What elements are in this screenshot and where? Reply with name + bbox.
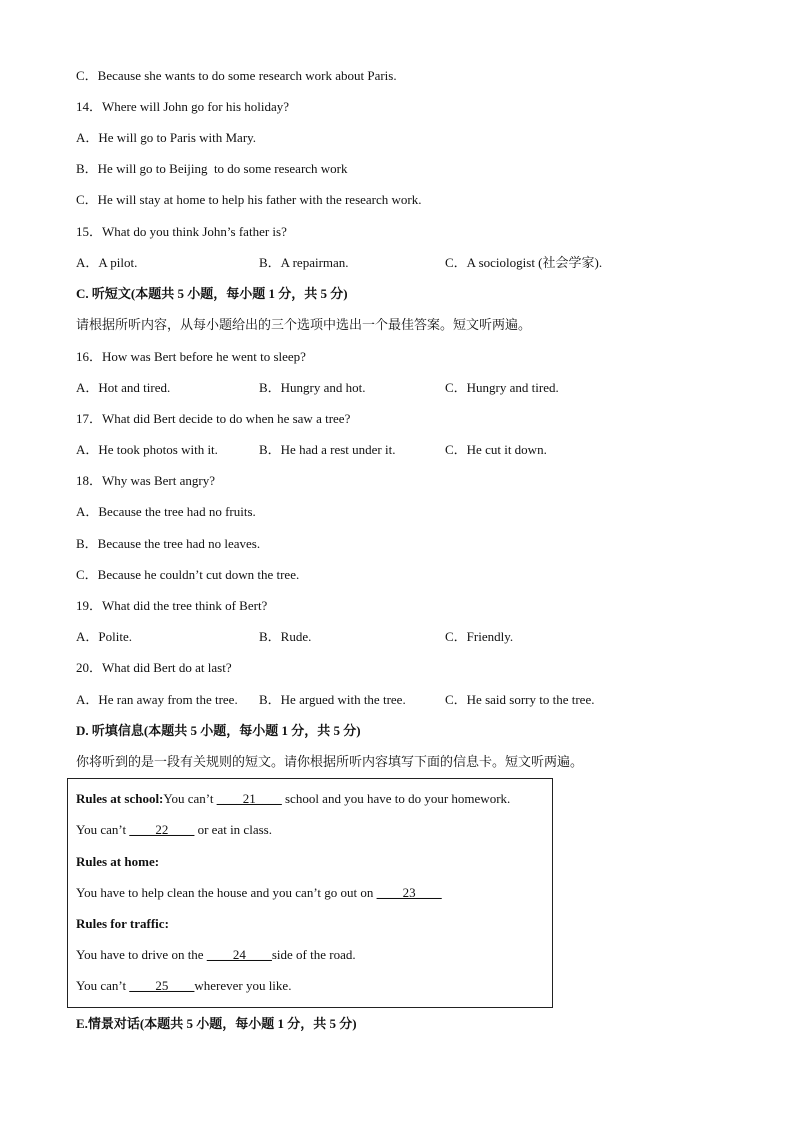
q16-option-c: C．Hungry and tired. <box>445 380 559 395</box>
blank-21[interactable]: ____21____ <box>216 791 282 806</box>
q13-option-c: C．Because she wants to do some research work about Paris. <box>76 68 397 83</box>
q16-question: 16．How was Bert before he went to sleep? <box>76 349 306 364</box>
blank-23[interactable]: ____23____ <box>376 885 442 900</box>
card-traffic-1-pre: You have to drive on the <box>76 947 207 962</box>
q15-question: 15．What do you think John’s father is? <box>76 224 287 239</box>
card-school-2-pre: You can’t <box>76 822 130 837</box>
q17-question: 17．What did Bert decide to do when he saw a tree? <box>76 411 351 426</box>
q14-option-c: C．He will stay at home to help his father with the research work. <box>76 192 422 207</box>
blank-24[interactable]: ____24____ <box>206 947 272 962</box>
card-home-1-pre: You have to help clean the house and you can’t go out on <box>76 885 377 900</box>
q18-question: 18．Why was Bert angry? <box>76 473 215 488</box>
section-c-instructions: 请根据所听内容，从每小题给出的三个选项中选出一个最佳答案。短文听两遍。 <box>76 317 532 332</box>
q18-option-a: A．Because the tree had no fruits. <box>76 504 256 519</box>
card-traffic-2-pre: You can’t <box>76 978 130 993</box>
card-school-1-post: school and you have to do your homework. <box>281 791 511 806</box>
q16-options <box>76 380 559 396</box>
card-school-line-1 <box>76 791 510 807</box>
q14-option-a: A．He will go to Paris with Mary. <box>76 130 257 145</box>
q15-options <box>76 255 602 271</box>
card-home-label: Rules at home: <box>76 854 160 869</box>
section-c-title: C. 听短文(本题共 5 小题，每小题 1 分，共 5 分) <box>76 286 348 301</box>
card-school-2-post: or eat in class. <box>194 822 272 837</box>
section-d-instructions: 你将听到的是一段有关规则的短文。请你根据所听内容填写下面的信息卡。短文听两遍。 <box>76 754 584 769</box>
q20-question: 20．What did Bert do at last? <box>76 660 232 675</box>
q17-option-a: A．He took photos with it. <box>76 442 218 457</box>
q20-option-b: B．He argued with the tree. <box>259 692 406 707</box>
blank-22[interactable]: ____22____ <box>129 822 195 837</box>
card-school-1-pre: You can’t <box>163 791 217 806</box>
q14-option-b: B．He will go to Beijing to do some research work <box>76 161 348 176</box>
q19-option-c: C．Friendly. <box>445 629 514 644</box>
q17-options <box>76 442 547 458</box>
q19-option-a: A．Polite. <box>76 629 132 644</box>
q15-option-b: B．A repairman. <box>259 255 349 270</box>
card-traffic-1-post: side of the road. <box>271 947 356 962</box>
q20-option-c: C．He said sorry to the tree. <box>445 692 595 707</box>
q17-option-c: C．He cut it down. <box>445 442 547 457</box>
blank-25[interactable]: ____25____ <box>129 978 195 993</box>
q19-option-b: B．Rude. <box>259 629 312 644</box>
q20-option-a: A．He ran away from the tree. <box>76 692 238 707</box>
q19-question: 19．What did the tree think of Bert? <box>76 598 268 613</box>
q18-option-c: C．Because he couldn’t cut down the tree. <box>76 567 300 582</box>
card-traffic-line-1 <box>76 947 356 963</box>
q16-option-b: B．Hungry and hot. <box>259 380 366 395</box>
q15-option-a: A．A pilot. <box>76 255 138 270</box>
q16-option-a: A．Hot and tired. <box>76 380 171 395</box>
card-home-line-1 <box>76 885 442 901</box>
q15-option-c: C．A sociologist (社会学家). <box>445 255 603 270</box>
q18-option-b: B．Because the tree had no leaves. <box>76 536 261 551</box>
card-traffic-label: Rules for traffic: <box>76 916 169 931</box>
card-traffic-2-post: wherever you like. <box>194 978 292 993</box>
q14-question: 14．Where will John go for his holiday? <box>76 99 290 114</box>
q19-options <box>76 629 513 645</box>
card-traffic-line-2 <box>76 978 291 994</box>
section-e-title: E.情景对话(本题共 5 小题，每小题 1 分，共 5 分) <box>76 1016 357 1031</box>
card-school-line-2 <box>76 822 272 838</box>
q20-options <box>76 692 594 708</box>
card-school-label: Rules at school: <box>76 791 164 806</box>
q17-option-b: B．He had a rest under it. <box>259 442 396 457</box>
section-d-title: D. 听填信息(本题共 5 小题，每小题 1 分，共 5 分) <box>76 723 361 738</box>
